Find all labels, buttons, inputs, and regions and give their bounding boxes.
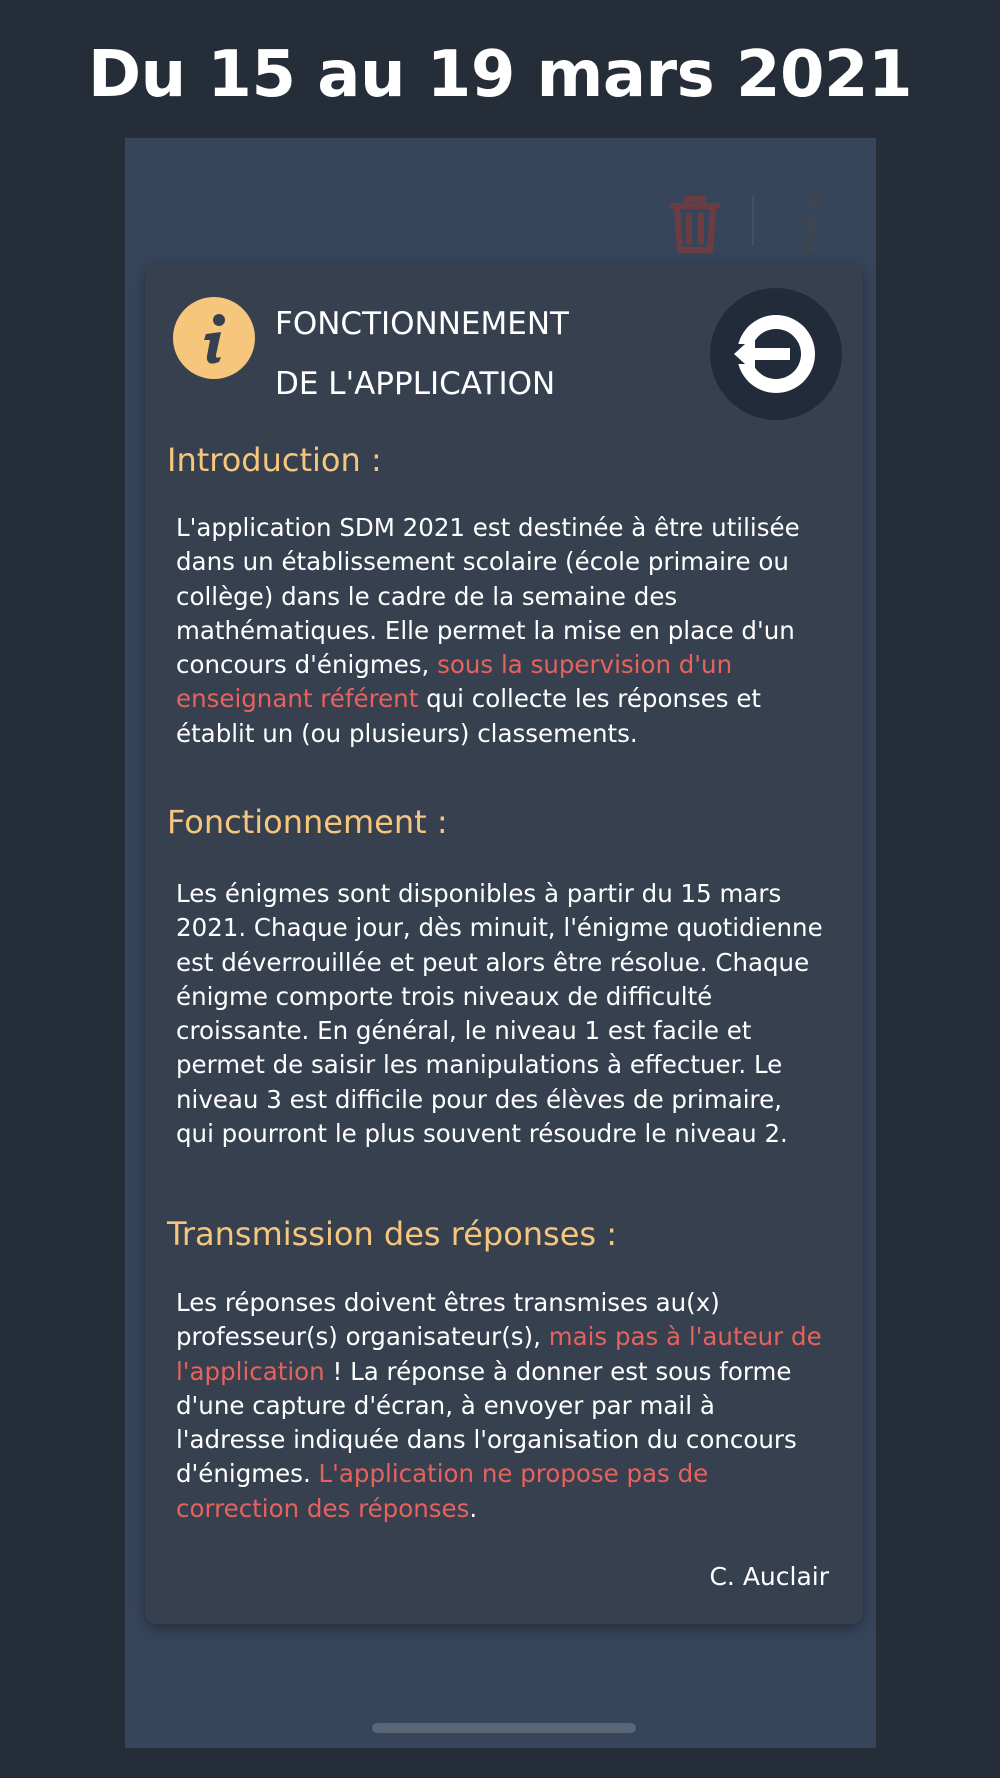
section-heading-introduction: Introduction : [167,441,382,479]
dialog-title-line2: DE L'APPLICATION [275,366,556,402]
section-body-fonctionnement: Les énigmes sont disponibles à partir du 15 mars 2021. Chaque jour, dès minuit, l'énigme quotidienne est déverrouillée et peut alors être résolue. Chaque énigme comporte trois niveaux de difficulté croissante. En général, le niveau 1 est facile et permet de saisir les manipulations à effectuer. Le niveau 3 est difficile pour des élèves de primaire, qui pourront le plus souvent résoudre le niveau 2. [176,879,823,1149]
dialog-title [275,294,569,414]
trash-icon[interactable] [665,190,725,260]
section-body-transmission: Les réponses doivent êtres transmises au(x) professeur(s) organisateur(s), mais pas à l'auteur de l'application ! La réponse à donner est sous forme d'une capture d'écran, à envoyer par mail à l'adresse indiquée dans l'organisation du concours d'énigmes. L'application ne propose pas de correction des réponses. [176,1288,822,1523]
info-icon [173,297,255,379]
page-title: Du 15 au 19 mars 2021 [87,38,913,112]
info-icon[interactable] [780,190,840,260]
signature: C. Auclair [709,1562,829,1591]
close-button[interactable] [710,288,842,420]
toolbar-divider [752,196,754,246]
exit-icon [710,288,842,420]
section-body-introduction: L'application SDM 2021 est destinée à être utilisée dans un établissement scolaire (école primaire ou collège) dans le cadre de la semaine des mathématiques. Elle permet la mise en place d'un concours d'énigmes, sous la supervision d'un enseignant référent qui collecte les réponses et établit un (ou plusieurs) classements. [176,513,800,748]
section-heading-transmission: Transmission des réponses : [167,1215,618,1253]
section-heading-fonctionnement: Fonctionnement : [167,803,448,841]
home-indicator[interactable] [372,1723,636,1733]
info-dialog [145,264,863,1624]
dialog-title-line1: FONCTIONNEMENT [275,306,569,342]
